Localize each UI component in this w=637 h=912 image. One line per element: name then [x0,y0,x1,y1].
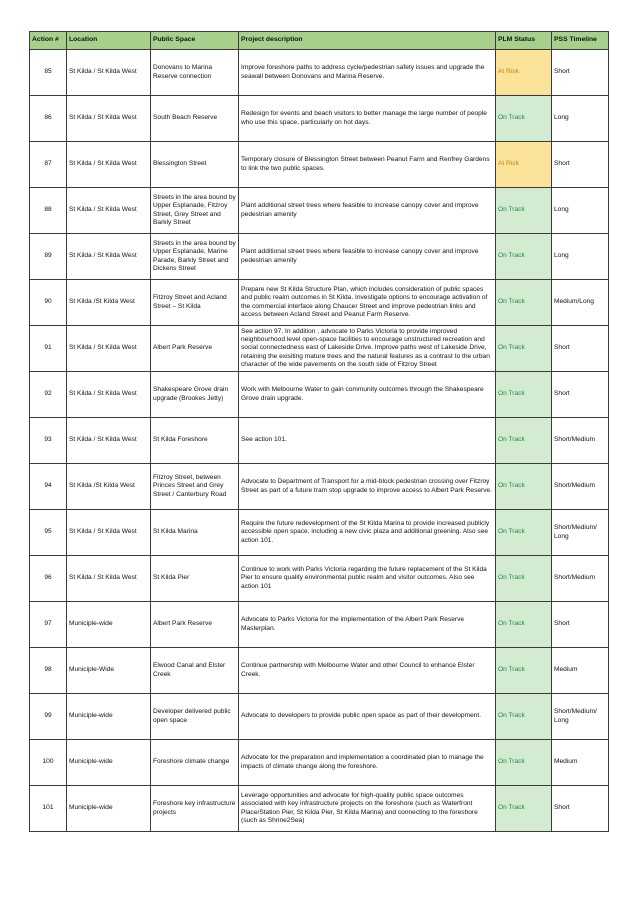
pss-timeline-cell: Medium/Long [552,280,609,326]
pss-timeline-cell: Short/Medium [552,418,609,464]
public-space-cell: Foreshore key infrastructure projects [151,786,239,832]
action-number-cell: 88 [30,188,67,234]
project-description-cell: Advocate for the preparation and implementation a coordinated plan to manage the impacts of climate change along the foreshore. [239,740,496,786]
action-number-cell: 101 [30,786,67,832]
header-pss-timeline: PSS Timeline [552,32,609,50]
location-cell: St Kilda / St Kilda West [67,556,151,602]
header-row [30,32,609,50]
action-number-cell: 99 [30,694,67,740]
pss-timeline-cell: Short [552,142,609,188]
project-description-cell: Plant additional street trees where feasible to increase canopy cover and improve pedestrian amenity [239,188,496,234]
table-row [30,142,609,188]
public-space-cell: Elwood Canal and Elster Creek [151,648,239,694]
table-row [30,96,609,142]
action-number-cell: 85 [30,50,67,96]
location-cell: St Kilda / St Kilda West [67,96,151,142]
project-description-cell: Plant additional street trees where feasible to increase canopy cover and improve pedestrian amenity [239,234,496,280]
plm-status-cell: At Risk [496,142,552,188]
location-cell: St Kilda / St Kilda West [67,50,151,96]
action-number-cell: 92 [30,372,67,418]
public-space-cell: St Kilda Foreshore [151,418,239,464]
project-description-cell: Advocate to Parks Victoria for the implementation of the Albert Park Reserve Masterplan. [239,602,496,648]
action-number-cell: 90 [30,280,67,326]
public-space-cell: Foreshore climate change [151,740,239,786]
public-space-cell: Streets in the area bound by Upper Esplanade, Marine Parade, Barkly Street and Dickens Street [151,234,239,280]
public-space-cell: Fitzroy Street and Acland Street – St Kilda [151,280,239,326]
pss-timeline-cell: Short/Medium [552,556,609,602]
project-description-cell: Temporary closure of Blessington Street between Peanut Farm and Renfrey Gardens to link the two public spaces. [239,142,496,188]
plm-status-cell: On Track [496,326,552,372]
public-space-cell: Developer delivered public open space [151,694,239,740]
action-number-cell: 91 [30,326,67,372]
plm-status-cell: On Track [496,464,552,510]
table-row [30,50,609,96]
header-plm-status: PLM Status [496,32,552,50]
plm-status-cell: On Track [496,280,552,326]
table-row [30,786,609,832]
action-number-cell: 95 [30,510,67,556]
table-row [30,648,609,694]
project-description-cell: Improve foreshore paths to address cycle/pedestrian safety issues and upgrade the seawall between Donovans and Marina Reserve. [239,50,496,96]
plm-status-cell: On Track [496,786,552,832]
plm-status-cell: On Track [496,510,552,556]
location-cell: Municiple-wide [67,602,151,648]
action-number-cell: 86 [30,96,67,142]
plm-status-cell: On Track [496,96,552,142]
table-row [30,234,609,280]
location-cell: Municiple-wide [67,694,151,740]
plm-status-cell: On Track [496,234,552,280]
project-description-cell: Prepare new St Kilda Structure Plan, which includes consideration of public spaces and public realm outcomes in St Kilda. Investigate options to encourage activation of the commercial interface along Chaucer Street and improve pedestrian links and access between Acland Street and Peanut Farm Reserve. [239,280,496,326]
public-space-cell: Fitzroy Street, between Princes Street and Grey Street / Canterbury Road [151,464,239,510]
action-number-cell: 98 [30,648,67,694]
public-space-cell: Shakespeare Grove drain upgrade (Brookes Jetty) [151,372,239,418]
public-space-cell: Albert Park Reserve [151,602,239,648]
location-cell: Municiple-wide [67,740,151,786]
action-number-cell: 93 [30,418,67,464]
project-description-cell: See action 97. In addition , advocate to Parks Victoria to provide improved neighbourhood level open-space facilities to encourage unstructured recreation and social connectedness east of Lakeside Drive. Improve paths west of Lakeside Drive, retaining the exisiting mature trees and the natural features as a contrast to the urban character of the wide pavements on the south side of Fitzroy Street [239,326,496,372]
action-number-cell: 100 [30,740,67,786]
project-description-cell: Redesign for events and beach visitors to better manage the large number of people who use this space, particularly on hot days. [239,96,496,142]
pss-timeline-cell: Short [552,50,609,96]
table-row [30,510,609,556]
plm-status-cell: On Track [496,418,552,464]
plm-status-cell: On Track [496,694,552,740]
pss-timeline-cell: Short/Medium/ Long [552,510,609,556]
header-action: Action # [30,32,67,50]
plm-status-cell: On Track [496,188,552,234]
plm-status-cell: On Track [496,648,552,694]
public-space-cell: St Kilda Pier [151,556,239,602]
location-cell: St Kilda / St Kilda West [67,418,151,464]
project-description-cell: Work with Melbourne Water to gain community outcomes through the Shakespeare Grove drain upgrade. [239,372,496,418]
plm-status-cell: On Track [496,556,552,602]
header-public-space: Public Space [151,32,239,50]
table-row [30,464,609,510]
pss-timeline-cell: Short/Medium/ Long [552,694,609,740]
location-cell: St Kilda / St Kilda West [67,234,151,280]
plm-status-cell: On Track [496,740,552,786]
location-cell: St Kilda / St Kilda West [67,188,151,234]
location-cell: St Kilda /St Kilda West [67,464,151,510]
action-number-cell: 94 [30,464,67,510]
project-description-cell: Advocate to developers to provide public open space as part of their development. [239,694,496,740]
location-cell: St Kilda / St Kilda West [67,510,151,556]
location-cell: St Kilda / St Kilda West [67,142,151,188]
pss-timeline-cell: Short [552,372,609,418]
header-project-description: Project description [239,32,496,50]
plm-status-cell: At Risk [496,50,552,96]
public-space-cell: Blessington Street [151,142,239,188]
header-location: Location [67,32,151,50]
project-description-cell: Advocate to Department of Transport for a mid-block pedestrian crossing over Fitzroy Street as part of a future tram stop upgrade to improve access to Albert Park Reserve. [239,464,496,510]
pss-timeline-cell: Short [552,326,609,372]
project-description-cell: See action 101. [239,418,496,464]
public-space-cell: Donovans to Marina Reserve connection [151,50,239,96]
action-number-cell: 89 [30,234,67,280]
table-row [30,188,609,234]
public-space-cell: Streets in the area bound by Upper Esplanade, Fitzroy Street, Grey Street and Barkly Street [151,188,239,234]
table-row [30,694,609,740]
table-row [30,372,609,418]
action-plan-table [29,31,609,832]
location-cell: Municiple-wide [67,786,151,832]
public-space-cell: Albert Park Reserve [151,326,239,372]
location-cell: St Kilda /St Kilda West [67,280,151,326]
table-row [30,602,609,648]
table-row [30,740,609,786]
pss-timeline-cell: Long [552,188,609,234]
action-number-cell: 97 [30,602,67,648]
pss-timeline-cell: Short [552,602,609,648]
location-cell: Municiple-Wide [67,648,151,694]
public-space-cell: St Kilda Marina [151,510,239,556]
location-cell: St Kilda / St Kilda West [67,326,151,372]
project-description-cell: Continue to work with Parks Victoria regarding the future replacement of the St Kilda Pier to ensure quality environmental public realm and visitor outcomes. Also see action 101 [239,556,496,602]
project-description-cell: Continue partnership with Melbourne Water and other Council to enhance Elster Creek. [239,648,496,694]
pss-timeline-cell: Short/Medium [552,464,609,510]
table-row [30,556,609,602]
table-row [30,280,609,326]
project-description-cell: Require the future redevelopment of the St Kilda Marina to provide increased publicly accessible open space, including a new civic plaza and additional greening. Also see action 101. [239,510,496,556]
plm-status-cell: On Track [496,372,552,418]
plm-status-cell: On Track [496,602,552,648]
pss-timeline-cell: Medium [552,740,609,786]
pss-timeline-cell: Medium [552,648,609,694]
location-cell: St Kilda / St Kilda West [67,372,151,418]
pss-timeline-cell: Long [552,96,609,142]
public-space-cell: South Beach Reserve [151,96,239,142]
project-description-cell: Leverage opportunities and advocate for high-quality public space outcomes associated with key infrastructure projects on the foreshore (such as Waterfront Place/Station Pier, St Kilda Pier, St Kilda Marina) and connecting to the foreshore (such as Shrine2Sea) [239,786,496,832]
action-number-cell: 96 [30,556,67,602]
table-row [30,418,609,464]
pss-timeline-cell: Long [552,234,609,280]
pss-timeline-cell: Short [552,786,609,832]
action-number-cell: 87 [30,142,67,188]
table-row [30,326,609,372]
